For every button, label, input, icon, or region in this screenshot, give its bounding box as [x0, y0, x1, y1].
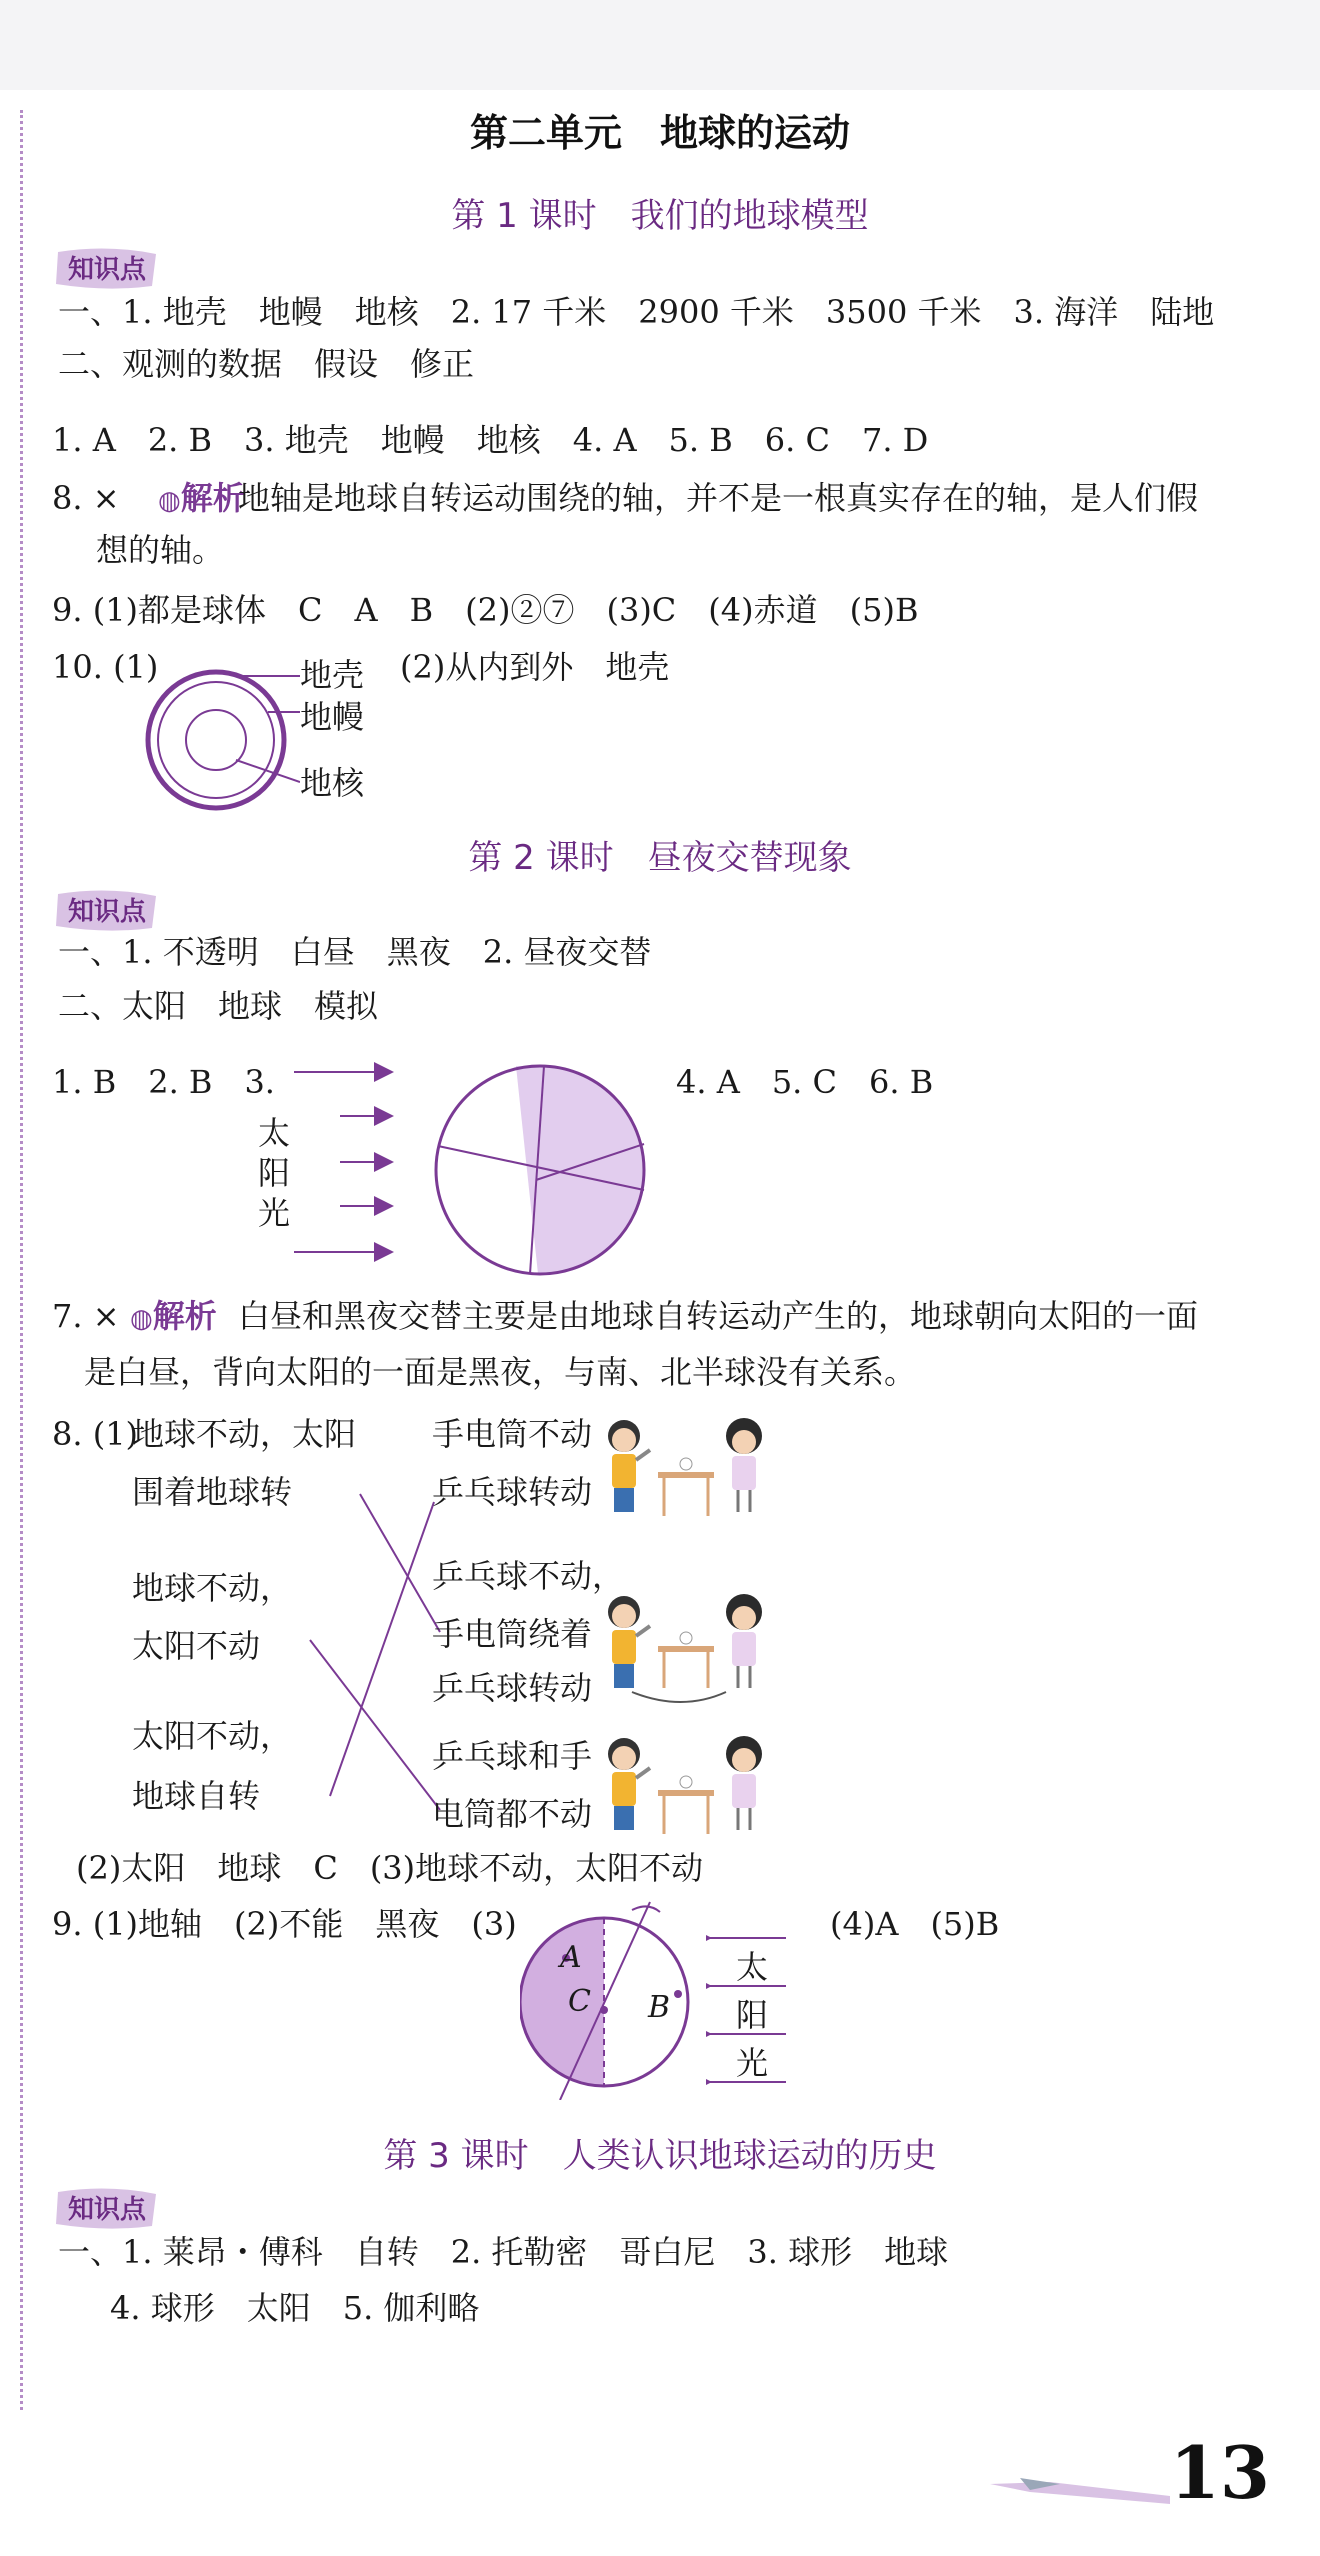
- q8-left-3a: 太阳不动，: [132, 1717, 293, 1755]
- q8-right-2c: 乒乓球转动: [432, 1669, 593, 1707]
- knowledge-point-badge-2: [52, 888, 162, 932]
- lesson-2-q7-mark: 7. ×: [52, 1297, 120, 1335]
- knowledge-point-badge: [52, 246, 162, 290]
- magnifier-icon: ◍: [158, 486, 181, 516]
- svg-text:知识点: 知识点: [67, 897, 147, 927]
- lesson-2-q1-3: 1. B 2. B 3.: [52, 1063, 275, 1101]
- lesson-2-q7-explain-1: 白昼和黑夜交替主要是由地球自转运动产生的，地球朝向太阳的一面: [238, 1297, 1199, 1335]
- q8-right-2b: 手电筒绕着: [432, 1615, 593, 1653]
- lesson-1-q8-explain-1: 地轴是地球自转运动围绕的轴，并不是一根真实存在的轴，是人们假: [238, 479, 1199, 517]
- page-corner-decoration: [990, 2470, 1170, 2510]
- lesson-3-title: 第 3 课时 人类认识地球运动的历史: [383, 2136, 937, 2176]
- page-top-band: [0, 0, 1320, 90]
- lesson-1-kp-line-1: 一、1. 地壳 地幔 地核 2. 17 千米 2900 千米 3500 千米 3. 海洋 陆地: [58, 293, 1215, 331]
- lesson-2-kp-line-2: 二、太阳 地球 模拟: [58, 987, 379, 1025]
- q8-left-1b: 围着地球转: [132, 1473, 293, 1511]
- crust-ring: [148, 672, 284, 808]
- lesson-3-kp-line-1: 一、1. 莱昂・傅科 自转 2. 托勒密 哥白尼 3. 球形 地球: [58, 2233, 949, 2271]
- sunlight-arrows: [280, 1060, 400, 1270]
- point-a-label: A: [560, 1940, 582, 1975]
- kids-illustration-1: [602, 1412, 772, 1522]
- lesson-2-q9: 9. (1)地轴 (2)不能 黑夜 (3): [52, 1905, 517, 1943]
- binding-dotted-line: [20, 110, 23, 2410]
- lesson-1-q1-7: 1. A 2. B 3. 地壳 地幔 地核 4. A 5. B 6. C 7. D: [52, 421, 929, 459]
- q8-right-1b: 乒乓球转动: [432, 1473, 593, 1511]
- q8-left-2a: 地球不动，: [132, 1569, 293, 1607]
- earth-rotation-globe: [520, 1900, 700, 2100]
- lesson-1-q8-mark: 8. ×: [52, 479, 120, 517]
- jiexi-tag-2: ◍解析: [130, 1297, 217, 1335]
- kids-illustration-3: [602, 1730, 772, 1840]
- sun-char-b: 阳: [736, 1996, 769, 2034]
- knowledge-point-label: 知识点: [67, 255, 147, 285]
- jiexi-tag: ◍解析: [158, 479, 245, 517]
- day-night-globe: [430, 1060, 650, 1280]
- point-b-label: B: [648, 1990, 671, 2025]
- lesson-2-title: 第 2 课时 昼夜交替现象: [468, 838, 852, 878]
- lesson-2-q8-part2: (2)太阳 地球 C (3)地球不动，太阳不动: [76, 1849, 704, 1887]
- unit-title: 第二单元 地球的运动: [469, 111, 850, 155]
- q8-left-3b: 地球自转: [132, 1777, 261, 1815]
- sun-char-1: 太: [258, 1114, 291, 1152]
- sun-char-c: 光: [736, 2044, 769, 2082]
- knowledge-point-badge-3: [52, 2186, 162, 2230]
- earth-layers-diagram: [140, 660, 300, 820]
- q8-right-1a: 手电筒不动: [432, 1415, 593, 1453]
- sun-char-2: 阳: [258, 1154, 291, 1192]
- point-c-label: C: [568, 1984, 591, 2019]
- q8-left-2b: 太阳不动: [132, 1627, 261, 1665]
- sun-char-3: 光: [258, 1194, 291, 1232]
- mantle-ring: [158, 682, 274, 798]
- lesson-3-kp-line-2: 4. 球形 太阳 5. 伽利略: [110, 2289, 480, 2327]
- lesson-1-q10-prefix: 10. (1): [52, 648, 159, 686]
- core-label: 地核: [300, 764, 365, 802]
- lesson-2-q4-6: 4. A 5. C 6. B: [676, 1063, 934, 1101]
- mantle-label: 地幔: [300, 698, 365, 736]
- lesson-2-q9-tail: (4)A (5)B: [830, 1905, 1000, 1943]
- q8-left-1a: 地球不动，太阳: [132, 1415, 357, 1453]
- q8-right-2a: 乒乓球不动，: [432, 1557, 625, 1595]
- page-number: 13: [1169, 2430, 1270, 2515]
- lesson-1-q8-explain-2: 想的轴。: [96, 531, 225, 569]
- q8-right-3a: 乒乓球和手: [432, 1737, 593, 1775]
- magnifier-icon: ◍: [130, 1304, 153, 1334]
- lesson-1-kp-line-2: 二、观测的数据 假设 修正: [58, 345, 475, 383]
- lesson-1-q10-part2: (2)从内到外 地壳: [400, 648, 670, 686]
- core-pointer: [236, 760, 300, 782]
- lesson-2-kp-line-1: 一、1. 不透明 白昼 黑夜 2. 昼夜交替: [58, 933, 652, 971]
- lesson-2-q7-explain-2: 是白昼，背向太阳的一面是黑夜，与南、北半球没有关系。: [84, 1353, 917, 1391]
- q8-right-3b: 电筒都不动: [432, 1795, 593, 1833]
- lesson-1-title: 第 1 课时 我们的地球模型: [451, 196, 869, 236]
- crust-label: 地壳: [300, 656, 365, 694]
- lesson-1-q9: 9. (1)都是球体 C A B (2)②⑦ (3)C (4)赤道 (5)B: [52, 591, 919, 629]
- svg-text:知识点: 知识点: [67, 2195, 147, 2225]
- lesson-2-q8-prefix: 8. (1): [52, 1415, 139, 1453]
- sun-char-a: 太: [736, 1948, 769, 1986]
- kids-illustration-2: [602, 1588, 772, 1708]
